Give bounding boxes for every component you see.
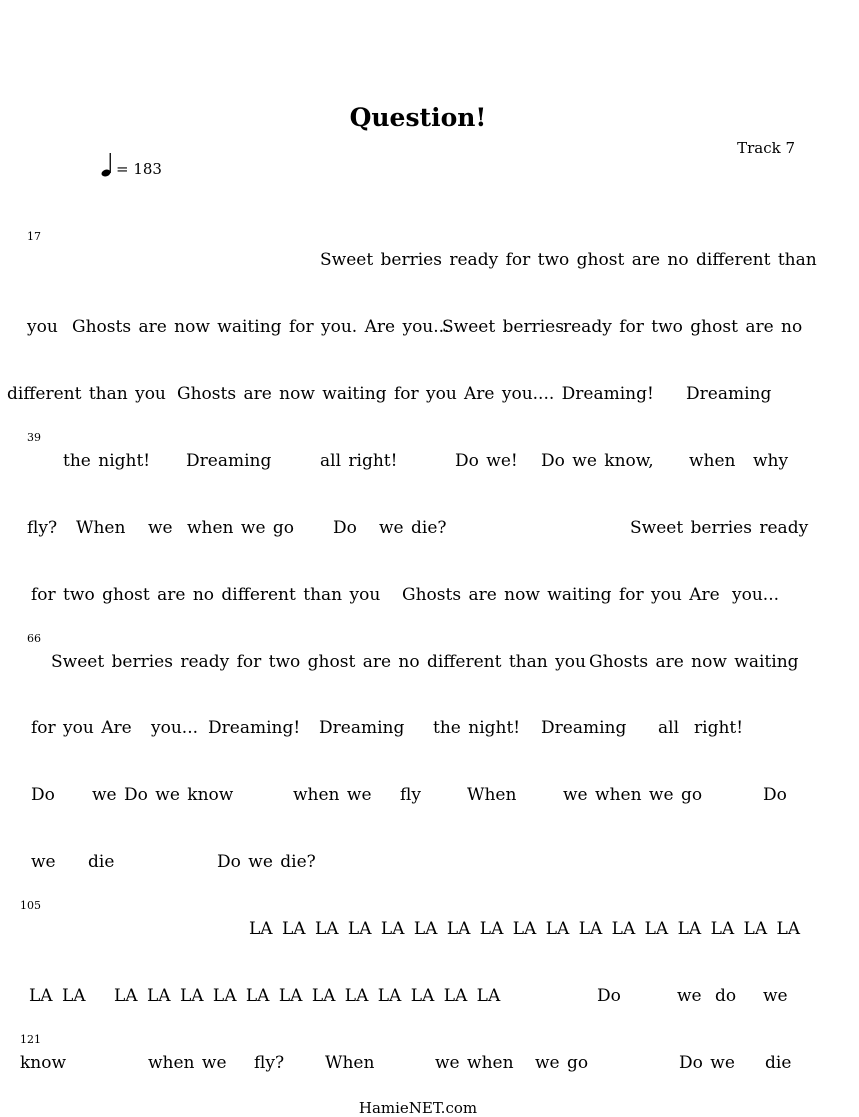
tempo-value: = 183 (116, 160, 162, 178)
measure-number: 66 (27, 632, 41, 645)
measure-number: 39 (27, 431, 41, 444)
lyric-syllable: Do (763, 785, 787, 805)
lyric-syllable: we (677, 986, 702, 1006)
lyric-syllable: Dreaming (541, 718, 627, 738)
track-label: Track 7 (737, 139, 795, 157)
lyric-syllable: we (31, 852, 56, 872)
lyric-syllable: Sweet berries ready for two ghost are no different than (320, 250, 817, 270)
lyric-syllable: we die? (379, 518, 447, 538)
lyric-syllable: we (148, 518, 173, 538)
lyric-syllable: Ghosts are now waiting for you (177, 384, 457, 404)
lyric-syllable: you... (732, 585, 779, 605)
lyric-syllable: Do we die? (217, 852, 316, 872)
lyric-syllable: fly? (27, 518, 58, 538)
lyric-syllable: Sweet berries (442, 317, 564, 337)
lyric-syllable: for you Are (31, 718, 132, 738)
lyric-syllable: Dreaming (319, 718, 405, 738)
lyric-syllable: all right! (320, 451, 398, 471)
lyric-syllable: Do we (679, 1053, 735, 1073)
measure-number: 17 (27, 230, 41, 243)
lyric-syllable: When (467, 785, 517, 805)
quarter-note-icon (101, 152, 113, 178)
lyric-syllable: know (20, 1053, 67, 1073)
lyric-syllable: why (753, 451, 789, 471)
lyric-syllable: Dreaming! (208, 718, 301, 738)
lyric-syllable: Do (31, 785, 55, 805)
lyric-syllable: we when we go (563, 785, 703, 805)
footer-credit: HamieNET.com (358, 1099, 478, 1117)
lyric-syllable: for two ghost are no different than you (31, 585, 381, 605)
lyric-syllable: Sweet berries ready for two ghost are no different than you (51, 652, 586, 672)
lyric-syllable: do (715, 986, 737, 1006)
lyric-syllable: LA LA LA LA LA LA LA LA LA LA LA LA LA LA LA LA LA (249, 919, 801, 939)
lyric-syllable: we (92, 785, 117, 805)
lyric-syllable: the night! (433, 718, 521, 738)
measure-number: 121 (20, 1033, 41, 1046)
lyric-syllable: right! (694, 718, 744, 738)
lyric-syllable: Do (333, 518, 357, 538)
lyric-syllable: we go (535, 1053, 589, 1073)
lyric-syllable: different than you (7, 384, 166, 404)
lyric-syllable: When (325, 1053, 375, 1073)
lyric-syllable: when (689, 451, 736, 471)
lyric-syllable: Dreaming (686, 384, 772, 404)
lyric-syllable: ready for two ghost are no (563, 317, 803, 337)
lyric-syllable: Sweet berries ready (630, 518, 809, 538)
lyric-syllable: LA LA LA LA LA LA LA LA LA LA LA LA (114, 986, 501, 1006)
lyric-syllable: when we go (187, 518, 295, 538)
lyric-syllable: all (658, 718, 680, 738)
lyric-syllable: fly (400, 785, 421, 805)
lyric-syllable: fly? (254, 1053, 285, 1073)
lyric-syllable: when we (293, 785, 372, 805)
lyric-syllable: Do we know, (541, 451, 654, 471)
lyric-syllable: you (27, 317, 58, 337)
lyric-syllable: Dreaming (186, 451, 272, 471)
lyric-syllable: Ghosts are now waiting for you Are (402, 585, 720, 605)
tempo-marking (101, 152, 162, 178)
lyric-syllable: die (88, 852, 115, 872)
lyric-syllable: Do we! (455, 451, 518, 471)
lyric-syllable: Ghosts are now waiting for you. Are you... (72, 317, 450, 337)
lyric-syllable: die (765, 1053, 792, 1073)
lyric-syllable: Do (597, 986, 621, 1006)
song-title: Question! (349, 103, 487, 132)
lyric-syllable: Do we know (124, 785, 234, 805)
lyric-syllable: When (76, 518, 126, 538)
lyric-syllable: we (763, 986, 788, 1006)
measure-number: 105 (20, 899, 41, 912)
lyric-syllable: the night! (63, 451, 151, 471)
lyric-syllable: Are you.... Dreaming! (464, 384, 654, 404)
lyric-syllable: we when (435, 1053, 514, 1073)
lyric-syllable: Ghosts are now waiting (589, 652, 799, 672)
lyric-syllable: when we (148, 1053, 227, 1073)
lyric-syllable: you... (151, 718, 198, 738)
lyric-syllable: LA LA (29, 986, 86, 1006)
